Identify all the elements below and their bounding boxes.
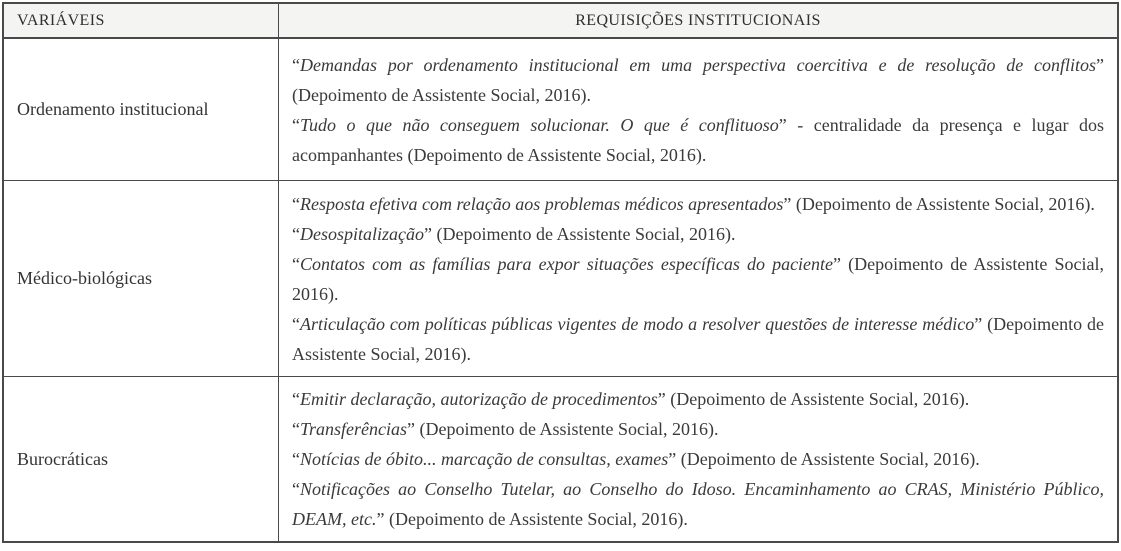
close-quote-mark: ” <box>376 509 385 529</box>
open-quote-mark: “ <box>292 313 300 334</box>
requisitions-cell <box>279 377 1117 541</box>
requisitions-cell <box>279 39 1117 180</box>
variable-cell: Ordenamento institucional <box>4 39 279 180</box>
close-quote-mark: ” <box>833 253 842 274</box>
quote-text: Transferências <box>300 419 408 439</box>
table-header-row <box>4 4 1117 39</box>
quote-entry <box>292 189 1104 219</box>
header-variaveis: VARIÁVEIS <box>4 4 279 37</box>
table-row <box>4 181 1117 377</box>
attribution-text: (Depoimento de Assistente Social, 2016). <box>432 223 736 244</box>
open-quote-mark: “ <box>292 54 300 75</box>
table-row <box>4 377 1117 541</box>
table-row <box>4 39 1117 181</box>
quote-text: Desospitalização <box>300 223 424 244</box>
quote-entry <box>292 414 1104 444</box>
quote-entry <box>292 219 1104 249</box>
open-quote-mark: “ <box>292 223 300 244</box>
attribution-text: (Depoimento de Assistente Social, 2016). <box>384 509 688 529</box>
quote-entry <box>292 309 1104 369</box>
attribution-text: (Depoimento de Assistente Social, 2016). <box>292 313 1105 364</box>
quote-text: Tudo o que não conseguem solucionar. O que é conflituoso <box>300 114 779 135</box>
open-quote-mark: “ <box>292 253 300 274</box>
quote-entry <box>292 444 1104 474</box>
open-quote-mark: “ <box>292 114 300 135</box>
close-quote-mark: ” <box>668 449 677 469</box>
quote-entry <box>292 110 1104 170</box>
attribution-text: - centralidade da presença e lugar dos acompanhantes (Depoimento de Assistente Social, 2016). <box>292 114 1104 165</box>
quote-entry <box>292 384 1104 414</box>
quote-entry <box>292 249 1104 309</box>
quote-text: Articulação com políticas públicas vigentes de modo a resolver questões de interesse médico <box>300 313 975 334</box>
quote-text: Contatos com as famílias para expor situações específicas do paciente <box>300 253 834 274</box>
table-body <box>4 39 1117 541</box>
open-quote-mark: “ <box>292 419 300 439</box>
open-quote-mark: “ <box>292 389 300 409</box>
close-quote-mark: ” <box>974 313 983 334</box>
close-quote-mark: ” <box>424 223 432 244</box>
quote-entry <box>292 474 1104 534</box>
close-quote-mark: ” <box>778 114 787 135</box>
attribution-text: (Depoimento de Assistente Social, 2016). <box>292 253 1104 304</box>
attribution-text: (Depoimento de Assistente Social, 2016). <box>292 84 591 105</box>
close-quote-mark: ” <box>657 389 666 409</box>
header-requisicoes: REQUISIÇÕES INSTITUCIONAIS <box>575 11 821 29</box>
quote-text: Resposta efetiva com relação aos problemas médicos apresentados <box>300 193 784 214</box>
open-quote-mark: “ <box>292 449 300 469</box>
variable-cell: Médico-biológicas <box>4 181 279 376</box>
requisitions-cell <box>279 181 1117 376</box>
variable-cell: Burocráticas <box>4 377 279 541</box>
open-quote-mark: “ <box>292 193 300 214</box>
quote-text: Notícias de óbito... marcação de consultas, exames <box>300 449 669 469</box>
quote-text: Notificações ao Conselho Tutelar, ao Conselho do Idoso. Encaminhamento ao CRAS, Ministério Público, DEAM, etc. <box>292 479 1104 529</box>
open-quote-mark: “ <box>292 479 300 499</box>
quote-text: Emitir declaração, autorização de procedimentos <box>300 389 658 409</box>
variaveis-table <box>2 2 1119 543</box>
attribution-text: (Depoimento de Assistente Social, 2016). <box>415 419 719 439</box>
quote-entry <box>292 50 1104 110</box>
close-quote-mark: ” <box>1096 54 1104 75</box>
attribution-text: (Depoimento de Assistente Social, 2016). <box>676 449 980 469</box>
attribution-text: (Depoimento de Assistente Social, 2016). <box>665 389 970 409</box>
attribution-text: (Depoimento de Assistente Social, 2016). <box>791 193 1095 214</box>
close-quote-mark: ” <box>407 419 416 439</box>
quote-text: Demandas por ordenamento institucional em uma perspectiva coercitiva e de resolução de conflitos <box>300 54 1096 75</box>
close-quote-mark: ” <box>783 193 792 214</box>
